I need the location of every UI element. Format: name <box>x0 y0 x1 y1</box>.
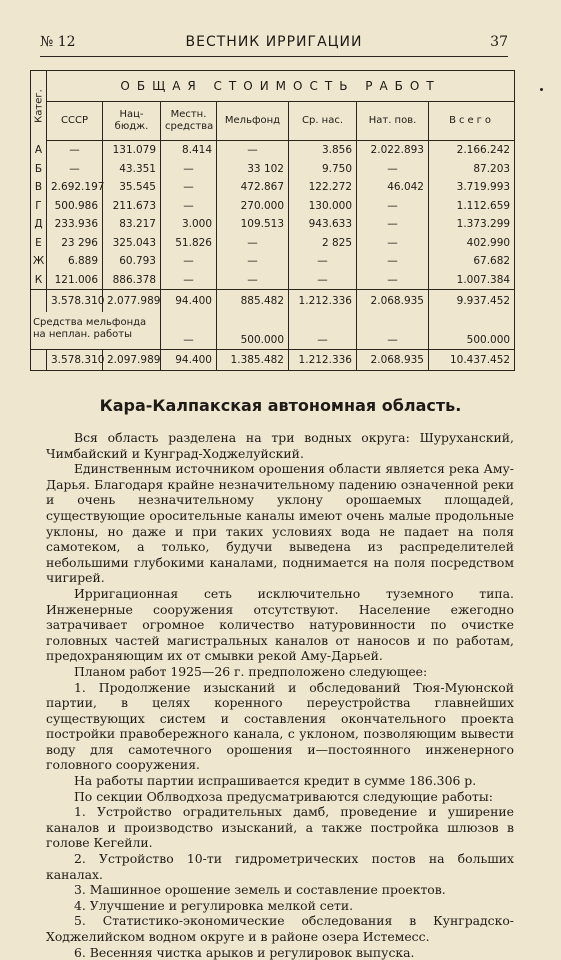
table-row <box>31 160 515 179</box>
table-cell: — <box>289 271 357 290</box>
table-cell: 1.385.482 <box>217 350 289 371</box>
table-cell: — <box>357 271 429 290</box>
table-cell: 67.682 <box>429 252 515 271</box>
table-cell: 23 296 <box>47 234 103 253</box>
table-cell: 2.022.893 <box>357 141 429 160</box>
table-cell: 1.212.336 <box>289 290 357 313</box>
paragraph: Единственным источником орошения области является река Аму-Дарья. Благодаря крайне незначительному падению означенной реки и очень незначительному уклону орошаемых площадей, существующие оросительные каналы имеют очень малые продольные уклоны, но даже и при таких условиях вода не падает на поля самотеком, а только, будучи выведена из распределителей небольшими глубокими каналами, поднимается на поля посредством чигирей. <box>46 461 514 586</box>
col-header-labor-duty: Нат. пов. <box>357 102 429 141</box>
paragraph: Планом работ 1925—26 г. предположено следующее: <box>74 663 428 679</box>
table-cell: 500.000 <box>217 312 289 350</box>
table-cell: 121.006 <box>47 271 103 290</box>
grand-total-row <box>31 350 515 371</box>
table-cell: 233.936 <box>47 215 103 234</box>
category-letter: Д <box>31 215 47 234</box>
table-supertitle: ОБЩАЯ СТОИМОСТЬ РАБОТ <box>47 71 515 102</box>
table-cell: 2.068.935 <box>357 290 429 313</box>
running-header <box>40 34 508 57</box>
table-cell: 122.272 <box>289 178 357 197</box>
category-letter: В <box>31 178 47 197</box>
cost-table <box>30 70 515 371</box>
table-cell: — <box>289 252 357 271</box>
table-cell: — <box>357 252 429 271</box>
table-row <box>31 252 515 271</box>
col-header-local-funds: Местн. средства <box>161 102 217 141</box>
table-cell: 51.826 <box>161 234 217 253</box>
journal-title: ВЕСТНИК ИРРИГАЦИИ <box>185 34 363 50</box>
issue-number: № 12 <box>40 34 76 50</box>
paragraph: Ирригационная сеть исключительно туземного типа. Инженерные сооружения отсутствуют. Население ежегодно затрачивает огромное количество натуровинности по очистке головных частей магистральных каналов от наносов и по работам, предохраняющим их от смывки рекой Аму-Дарьей. <box>46 585 514 664</box>
section-title: Кара-Калпакская автономная область. <box>99 396 462 415</box>
table-cell: 2.166.242 <box>429 141 515 160</box>
table-cell: 46.042 <box>357 178 429 197</box>
table-cell: 1.373.299 <box>429 215 515 234</box>
table-cell: — <box>357 215 429 234</box>
table-cell: 211.673 <box>103 197 161 216</box>
page-number: 37 <box>490 34 508 50</box>
table-cell: — <box>217 271 289 290</box>
table-cell: 10.437.452 <box>429 350 515 371</box>
table-row <box>31 197 515 216</box>
table-cell: 8.414 <box>161 141 217 160</box>
category-letter: Е <box>31 234 47 253</box>
col-header-ussr: СССР <box>47 102 103 141</box>
table-cell: 94.400 <box>161 350 217 371</box>
table-cell: — <box>47 160 103 179</box>
subtotal-row <box>31 290 515 313</box>
table-row <box>31 178 515 197</box>
table-cell: 3.578.310 <box>47 350 103 371</box>
table-cell: 35.545 <box>103 178 161 197</box>
category-letter: Ж <box>31 252 47 271</box>
table-cell: 500.000 <box>429 312 515 350</box>
table-cell: 6.889 <box>47 252 103 271</box>
table-cell: 9.750 <box>289 160 357 179</box>
table-row <box>31 141 515 160</box>
table-cell: — <box>161 197 217 216</box>
col-header-population-funds: Ср. нас. <box>289 102 357 141</box>
paragraph: 2. Устройство 10-ти гидрометрических постов на больших каналах. <box>46 851 514 882</box>
col-header-total: Всего <box>429 102 515 141</box>
table-cell: 3.719.993 <box>429 178 515 197</box>
category-letter: К <box>31 271 47 290</box>
table-cell: — <box>217 141 289 160</box>
table-cell: 83.217 <box>103 215 161 234</box>
table-cell: — <box>357 160 429 179</box>
cost-table-wrapper <box>30 70 514 384</box>
category-letter: Г <box>31 197 47 216</box>
table-cell: 33 102 <box>217 160 289 179</box>
table-cell: 43.351 <box>103 160 161 179</box>
kat-header: Катег. <box>31 71 47 141</box>
table-cell: 402.990 <box>429 234 515 253</box>
table-cell: 270.000 <box>217 197 289 216</box>
table-cell: 2.692.197 <box>47 178 103 197</box>
paragraph: 1. Продолжение изысканий и обследований Тюя-Муюнской партии, в целях коренного переустройства главнейших существующих систем и составления окончательного проекта постройки правобережного канала, с уклоном, позволяющим вывести воду для самотечного орошения и—постоянного инженерного головного сооружения. <box>46 679 514 773</box>
table-row <box>31 215 515 234</box>
table-cell: 1.212.336 <box>289 350 357 371</box>
col-header-nat-budget: Нац-бюдж. <box>103 102 161 141</box>
col-header-melfond: Мельфонд <box>217 102 289 141</box>
table-cell: 1.112.659 <box>429 197 515 216</box>
table-cell: 60.793 <box>103 252 161 271</box>
paragraph: 4. Улучшение и регулировка мелкой сети. <box>74 897 354 913</box>
table-cell: 2.097.989 <box>103 350 161 371</box>
table-cell: — <box>161 160 217 179</box>
melfond-unplanned-row <box>31 312 515 350</box>
table-cell: 130.000 <box>289 197 357 216</box>
speck-mark <box>540 88 543 91</box>
table-row <box>31 271 515 290</box>
paragraph: 6. Весенняя чистка арыков и регулировок выпуска. <box>74 944 415 960</box>
paragraph: 3. Машинное орошение земель и составление проектов. <box>74 882 446 898</box>
table-cell: 472.867 <box>217 178 289 197</box>
table-cell: — <box>357 234 429 253</box>
table-cell: — <box>217 234 289 253</box>
table-cell: 325.043 <box>103 234 161 253</box>
table-cell: 9.937.452 <box>429 290 515 313</box>
table-cell: 1.007.384 <box>429 271 515 290</box>
table-cell: — <box>161 312 217 350</box>
table-cell: 886.378 <box>103 271 161 290</box>
table-cell: — <box>161 252 217 271</box>
table-cell: 2.077.989 <box>103 290 161 313</box>
table-cell: 943.633 <box>289 215 357 234</box>
table-cell: 109.513 <box>217 215 289 234</box>
table-cell: — <box>357 312 429 350</box>
table-cell: 94.400 <box>161 290 217 313</box>
paragraph: 5. Статистико-экономические обследования в Кунградско-Ходжелийском водном округе и в районе озера Истемесс. <box>46 913 514 944</box>
table-row <box>31 234 515 253</box>
table-cell: 131.079 <box>103 141 161 160</box>
table-cell: — <box>161 271 217 290</box>
table-cell: — <box>357 197 429 216</box>
table-cell: 500.986 <box>47 197 103 216</box>
table-cell: 2.068.935 <box>357 350 429 371</box>
table-cell: 885.482 <box>217 290 289 313</box>
paragraph: 1. Устройство оградительных дамб, проведение и уширение каналов и производство изысканий, а также постройка шлюзов в голове Кегейли. <box>46 804 514 851</box>
body-text <box>46 430 514 960</box>
table-cell: 87.203 <box>429 160 515 179</box>
table-cell: — <box>289 312 357 350</box>
table-cell: 2 825 <box>289 234 357 253</box>
paragraph: На работы партии испрашивается кредит в сумме 186.306 р. <box>74 773 477 789</box>
table-cell: 3.578.310 <box>47 290 103 313</box>
category-letter: Б <box>31 160 47 179</box>
table-cell: 3.000 <box>161 215 217 234</box>
table-cell: — <box>47 141 103 160</box>
category-letter: А <box>31 141 47 160</box>
table-cell: 3.856 <box>289 141 357 160</box>
table-cell: — <box>161 178 217 197</box>
table-cell: — <box>217 252 289 271</box>
melfond-row-label: Средства мельфонда на неплан. работы <box>31 312 161 350</box>
paragraph: По секции Облводхоза предусматриваются следующие работы: <box>74 788 493 804</box>
paragraph: Вся область разделена на три водных округа: Шуруханский, Чимбайский и Кунград-Ходжелуйский. <box>46 430 514 461</box>
